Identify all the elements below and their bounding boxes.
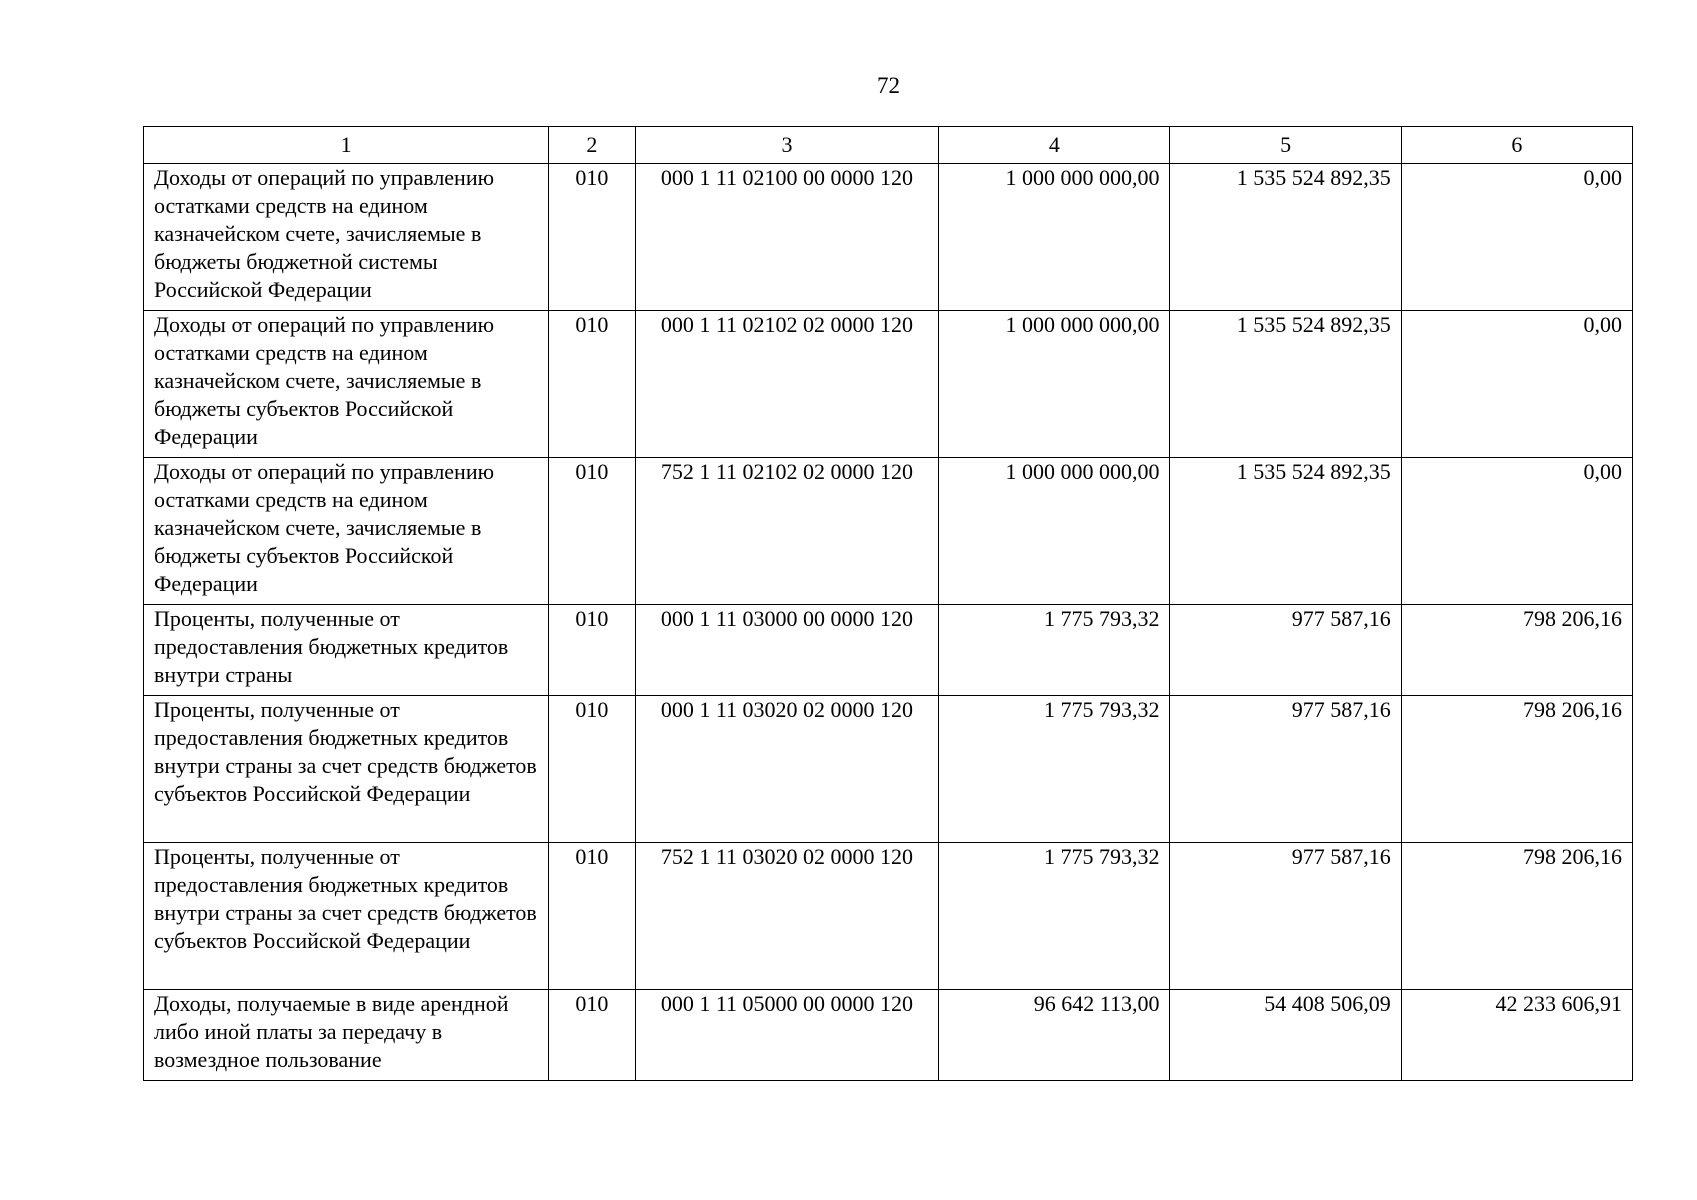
row-value-col6: 0,00 xyxy=(1401,164,1632,311)
row-classification-code: 752 1 11 03020 02 0000 120 xyxy=(635,843,939,990)
header-col-2: 2 xyxy=(549,127,635,164)
header-col-4: 4 xyxy=(939,127,1170,164)
row-line-code: 010 xyxy=(549,990,635,1081)
row-value-col4: 1 775 793,32 xyxy=(939,843,1170,990)
table-row xyxy=(144,458,1633,605)
table-row xyxy=(144,311,1633,458)
header-col-3: 3 xyxy=(635,127,939,164)
row-value-col4: 1 000 000 000,00 xyxy=(939,311,1170,458)
row-classification-code: 000 1 11 02100 00 0000 120 xyxy=(635,164,939,311)
table-row xyxy=(144,696,1633,843)
page-number: 72 xyxy=(877,73,900,98)
row-value-col5: 1 535 524 892,35 xyxy=(1170,458,1401,605)
row-value-col6: 0,00 xyxy=(1401,311,1632,458)
row-classification-code: 000 1 11 02102 02 0000 120 xyxy=(635,311,939,458)
row-name: Доходы от операций по управлению остатками средств на едином казначейском счете, зачисляемые в бюджеты субъектов Российской Федерации xyxy=(144,311,549,458)
row-value-col4: 1 000 000 000,00 xyxy=(939,164,1170,311)
header-col-5: 5 xyxy=(1170,127,1401,164)
row-classification-code: 000 1 11 03000 00 0000 120 xyxy=(635,605,939,696)
row-line-code: 010 xyxy=(549,164,635,311)
table-row xyxy=(144,990,1633,1081)
header-col-1: 1 xyxy=(144,127,549,164)
row-name: Проценты, полученные от предоставления бюджетных кредитов внутри страны за счет средств бюджетов субъектов Российской Федерации xyxy=(144,843,549,990)
row-value-col5: 54 408 506,09 xyxy=(1170,990,1401,1081)
row-name: Проценты, полученные от предоставления бюджетных кредитов внутри страны за счет средств бюджетов субъектов Российской Федерации xyxy=(144,696,549,843)
row-classification-code: 000 1 11 05000 00 0000 120 xyxy=(635,990,939,1081)
row-line-code: 010 xyxy=(549,843,635,990)
row-line-code: 010 xyxy=(549,311,635,458)
row-line-code: 010 xyxy=(549,696,635,843)
table-row xyxy=(144,605,1633,696)
budget-table xyxy=(143,126,1633,1081)
row-line-code: 010 xyxy=(549,458,635,605)
row-line-code: 010 xyxy=(549,605,635,696)
row-name: Доходы от операций по управлению остатками средств на едином казначейском счете, зачисляемые в бюджеты субъектов Российской Федерации xyxy=(144,458,549,605)
row-value-col5: 977 587,16 xyxy=(1170,696,1401,843)
row-name: Проценты, полученные от предоставления бюджетных кредитов внутри страны xyxy=(144,605,549,696)
row-value-col5: 977 587,16 xyxy=(1170,843,1401,990)
row-value-col6: 798 206,16 xyxy=(1401,843,1632,990)
row-value-col4: 96 642 113,00 xyxy=(939,990,1170,1081)
table-row xyxy=(144,843,1633,990)
table-header-row xyxy=(144,127,1633,164)
row-name: Доходы от операций по управлению остатками средств на едином казначейском счете, зачисляемые в бюджеты бюджетной системы Российской Федерации xyxy=(144,164,549,311)
row-value-col6: 798 206,16 xyxy=(1401,605,1632,696)
row-value-col6: 0,00 xyxy=(1401,458,1632,605)
row-name: Доходы, получаемые в виде арендной либо иной платы за передачу в возмездное пользование xyxy=(144,990,549,1081)
row-value-col5: 977 587,16 xyxy=(1170,605,1401,696)
header-col-6: 6 xyxy=(1401,127,1632,164)
row-value-col6: 798 206,16 xyxy=(1401,696,1632,843)
row-value-col4: 1 775 793,32 xyxy=(939,605,1170,696)
row-value-col6: 42 233 606,91 xyxy=(1401,990,1632,1081)
row-classification-code: 000 1 11 03020 02 0000 120 xyxy=(635,696,939,843)
row-value-col5: 1 535 524 892,35 xyxy=(1170,311,1401,458)
table-row xyxy=(144,164,1633,311)
row-value-col5: 1 535 524 892,35 xyxy=(1170,164,1401,311)
row-classification-code: 752 1 11 02102 02 0000 120 xyxy=(635,458,939,605)
row-value-col4: 1 775 793,32 xyxy=(939,696,1170,843)
row-value-col4: 1 000 000 000,00 xyxy=(939,458,1170,605)
